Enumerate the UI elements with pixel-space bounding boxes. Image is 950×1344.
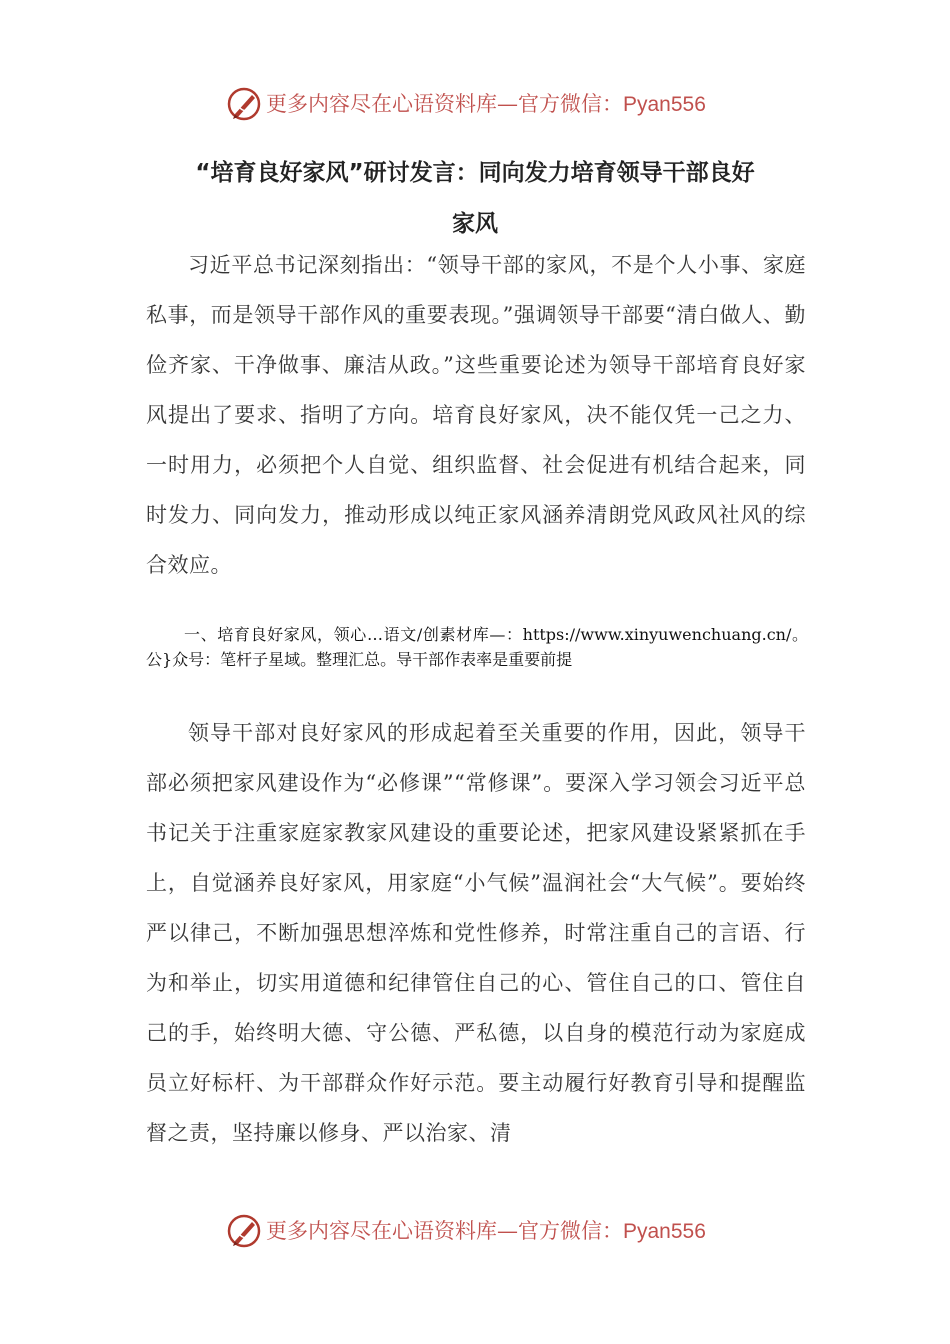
document-title-line1: “培育良好家风”研讨发言：同向发力培育领导干部良好 <box>195 160 755 186</box>
banner-wechat-label: 官方微信： <box>518 92 623 116</box>
banner-wechat-account: Pyan556 <box>623 1220 706 1243</box>
banner-title: 更多内容尽在心语资料库 <box>266 92 497 116</box>
paragraph-2: 领导干部对良好家风的形成起着至关重要的作用，因此，领导干部必须把家风建设作为“必修课”“常修课”。要深入学习领会习近平总书记关于注重家庭家教家风建设的重要论述，把家风建设紧紧抓在手上，自觉涵养良好家风，用家庭“小气候”温润社会“大气候”。要始终严以律己，不断加强思想淬炼和党性修养，时常注重自己的言语、行为和举止，切实用道德和纪律管住自己的心、管住自己的口、管住自己的手，始终明大德、守公德、严私德，以自身的模范行动为家庭成员立好标杆、为干部群众作好示范。要主动履行好教育引导和提醒监督之责，坚持廉以修身、严以治家、清 <box>146 721 806 1145</box>
banner-dash: — <box>497 1219 518 1243</box>
banner-wechat-label: 官方微信： <box>518 1219 623 1243</box>
pen-logo-icon <box>226 1213 262 1249</box>
banner-title: 更多内容尽在心语资料库 <box>266 1219 497 1243</box>
header-banner <box>0 82 950 126</box>
banner-text <box>266 1217 706 1246</box>
banner-wechat-account: Pyan556 <box>623 93 706 116</box>
banner-dash: — <box>497 92 518 116</box>
section-heading: 一、培育良好家风，领心…语文/创素材库—：https://www.xinyuwenchuang.cn/。公}众号：笔杆子星域。整理汇总。导干部作表率是重要前提 <box>146 625 808 669</box>
footer-banner <box>0 1209 950 1253</box>
pen-logo-icon <box>226 86 262 122</box>
banner-text <box>266 90 706 119</box>
paragraph-1: 习近平总书记深刻指出：“领导干部的家风，不是个人小事、家庭私事，而是领导干部作风的重要表现。”强调领导干部要“清白做人、勤俭齐家、干净做事、廉洁从政。”这些重要论述为领导干部培育良好家风提出了要求、指明了方向。培育良好家风，决不能仅凭一己之力、一时用力，必须把个人自觉、组织监督、社会促进有机结合起来，同时发力、同向发力，推动形成以纯正家风涵养清朗党风政风社风的综合效应。 <box>146 253 806 577</box>
document-title-line2: 家风 <box>452 211 498 237</box>
